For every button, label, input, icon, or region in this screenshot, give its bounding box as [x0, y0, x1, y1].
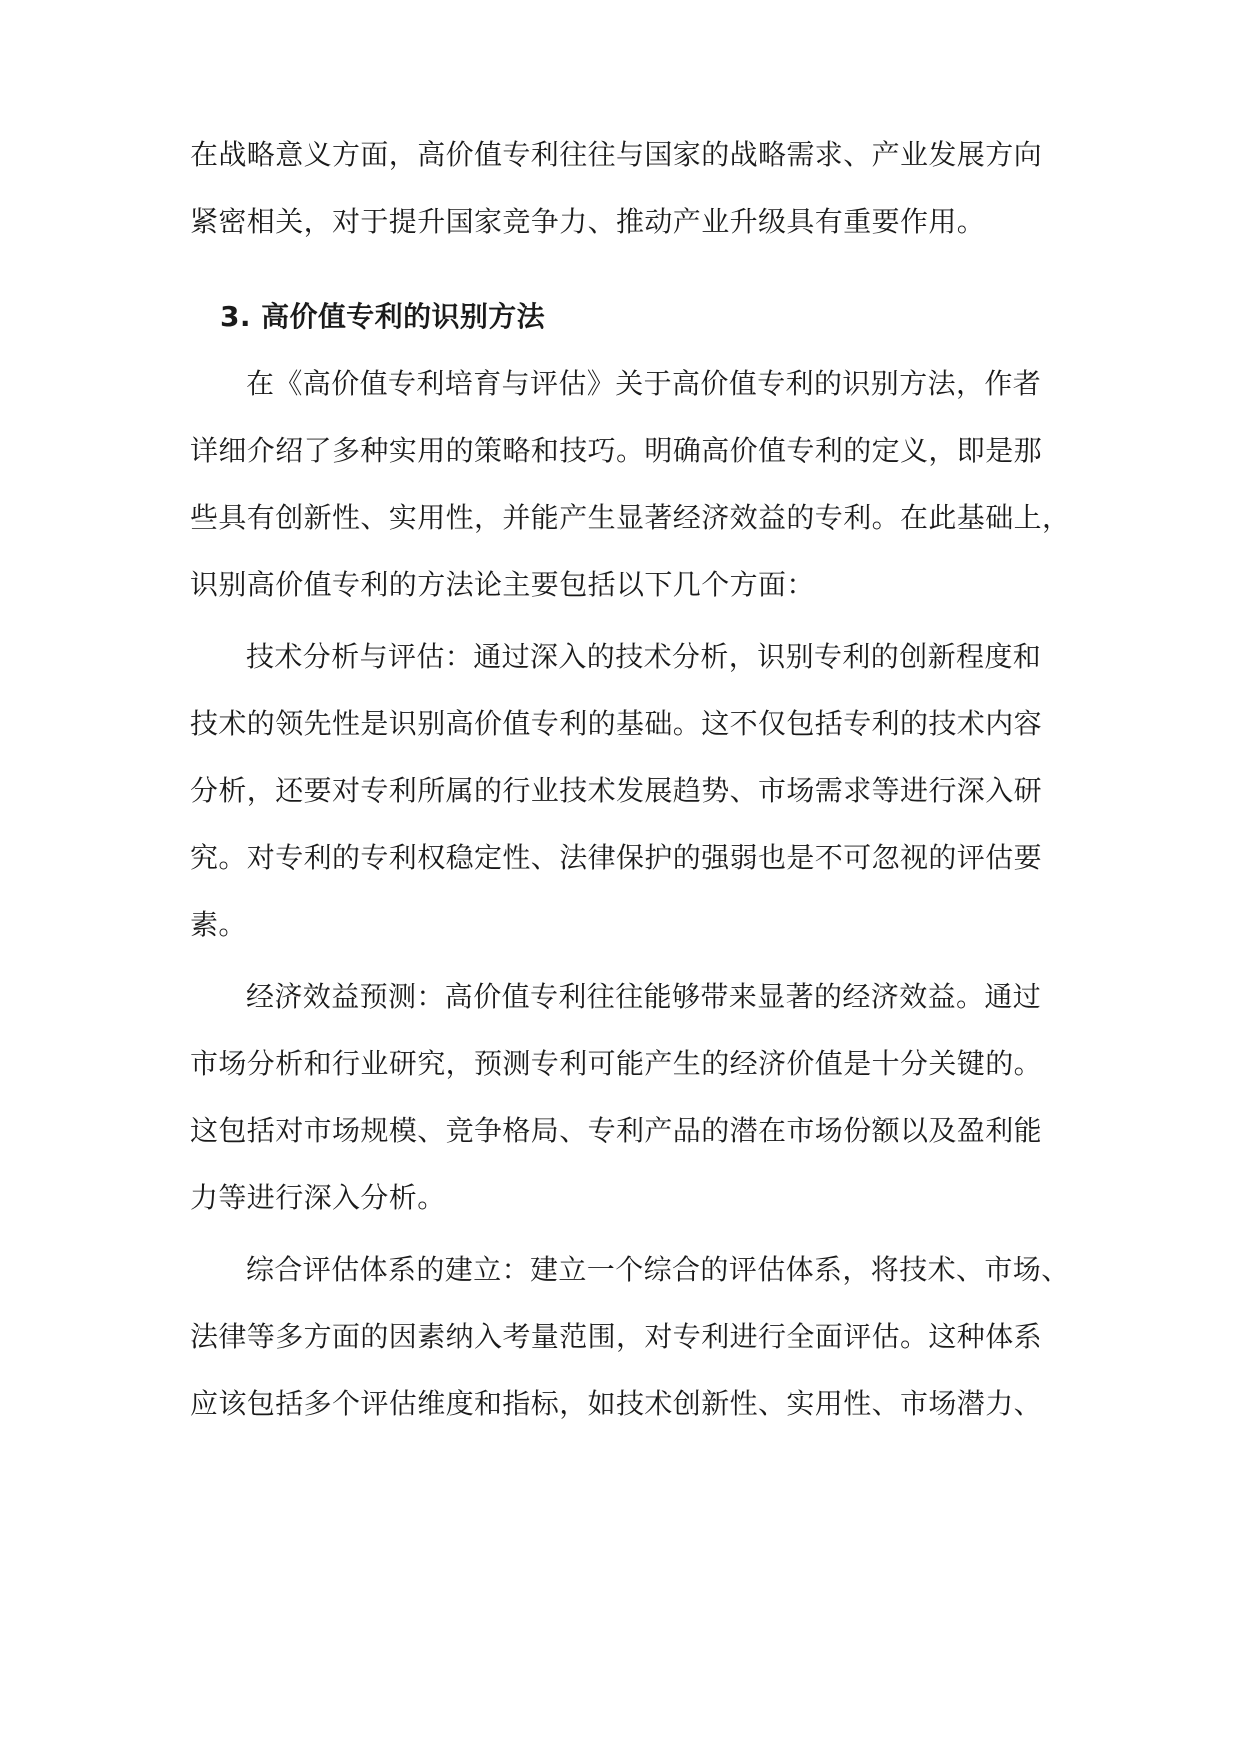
body-line-2: 紧密相关，对于提升国家竞争力、推动产业升级具有重要作用。 [190, 205, 986, 238]
body-line-8: 技术的领先性是识别高价值专利的基础。这不仅包括专利的技术内容 [190, 707, 1043, 740]
body-line-11: 素。 [190, 908, 247, 941]
body-line-17: 法律等多方面的因素纳入考量范围，对专利进行全面评估。这种体系 [190, 1320, 1043, 1353]
body-line-1: 在战略意义方面，高价值专利往往与国家的战略需求、产业发展方向 [190, 138, 1043, 171]
body-line-10: 究。对专利的专利权稳定性、法律保护的强弱也是不可忽视的评估要 [190, 841, 1043, 874]
body-line-7: 技术分析与评估：通过深入的技术分析，识别专利的创新程度和 [246, 640, 1042, 673]
body-line-18: 应该包括多个评估维度和指标，如技术创新性、实用性、市场潜力、 [190, 1387, 1043, 1420]
body-line-13: 市场分析和行业研究，预测专利可能产生的经济价值是十分关键的。 [190, 1047, 1043, 1080]
body-line-3: 在《高价值专利培育与评估》关于高价值专利的识别方法，作者 [246, 367, 1042, 400]
body-line-5: 些具有创新性、实用性，并能产生显著经济效益的专利。在此基础上， [190, 501, 1071, 534]
body-line-4: 详细介绍了多种实用的策略和技巧。明确高价值专利的定义，即是那 [190, 434, 1043, 467]
body-line-15: 力等进行深入分析。 [190, 1181, 446, 1214]
body-line-14: 这包括对市场规模、竞争格局、专利产品的潜在市场份额以及盈利能 [190, 1114, 1043, 1147]
body-line-9: 分析，还要对专利所属的行业技术发展趋势、市场需求等进行深入研 [190, 774, 1043, 807]
body-line-16: 综合评估体系的建立：建立一个综合的评估体系，将技术、市场、 [246, 1253, 1070, 1286]
body-line-6: 识别高价值专利的方法论主要包括以下几个方面： [190, 568, 815, 601]
body-line-12: 经济效益预测：高价值专利往往能够带来显著的经济效益。通过 [246, 980, 1042, 1013]
section-heading: 3. 高价值专利的识别方法 [220, 300, 546, 333]
